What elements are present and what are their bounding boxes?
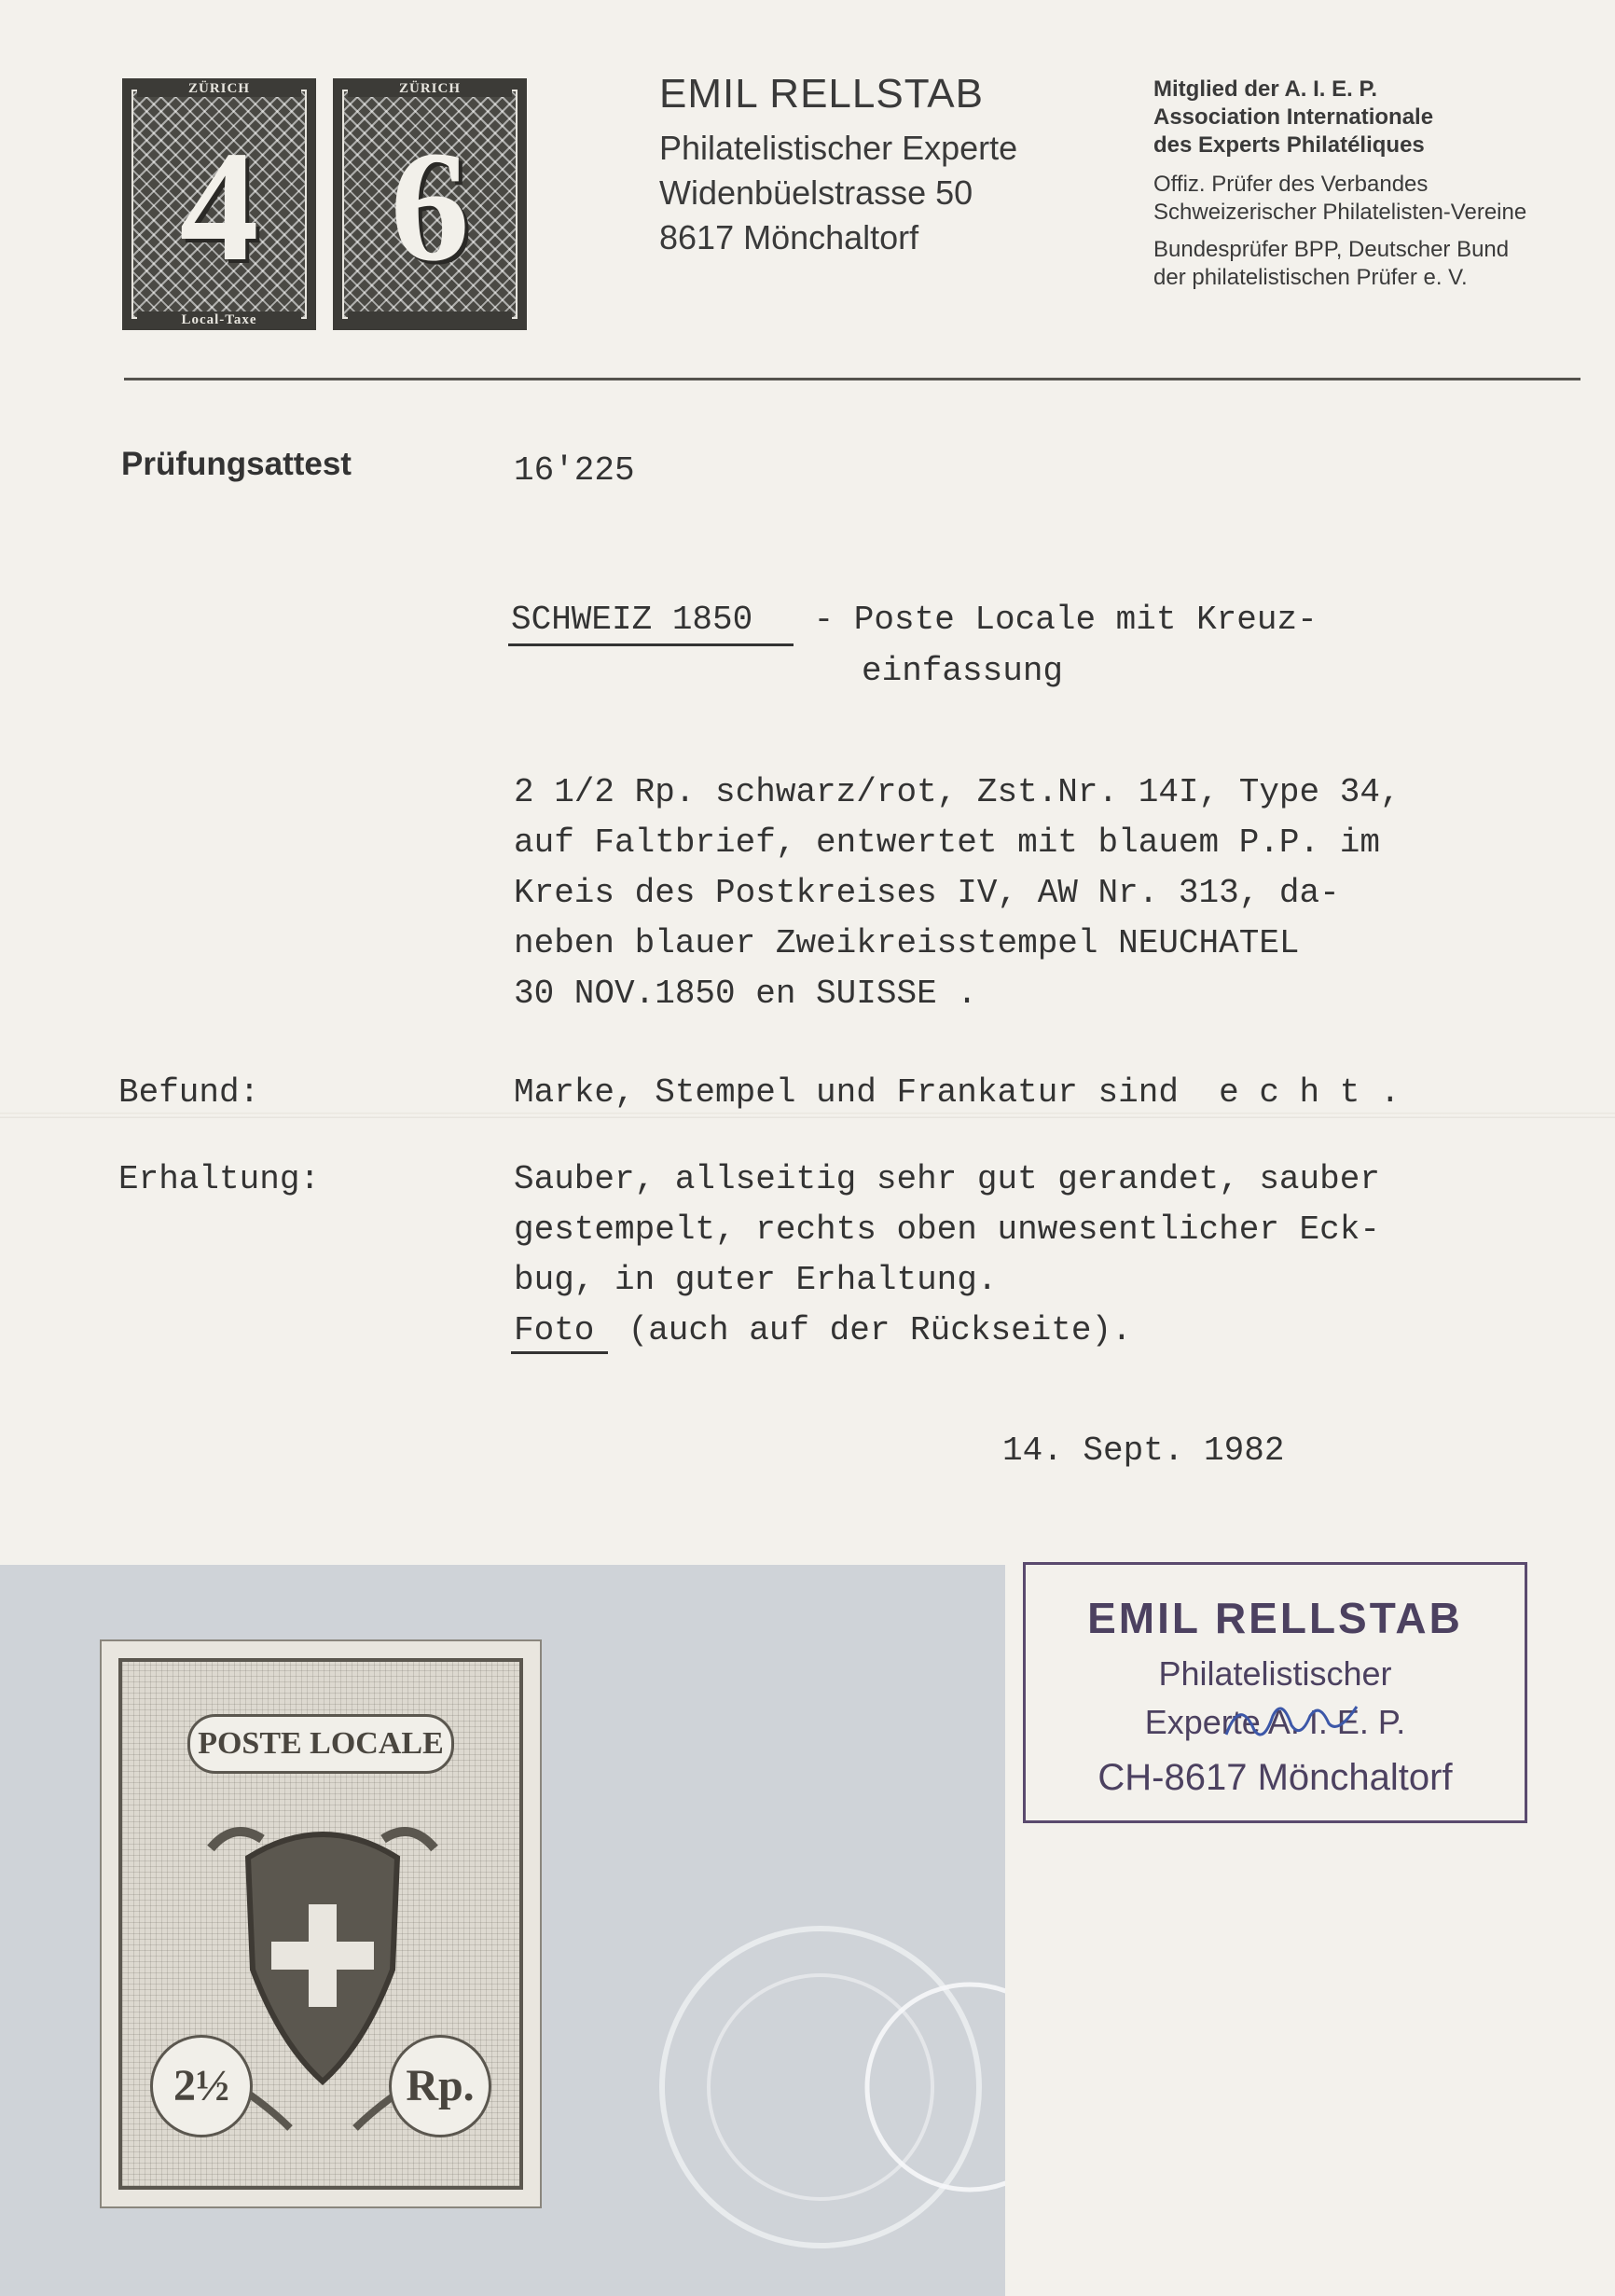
- stamp-banner: POSTE LOCALE: [187, 1714, 454, 1774]
- stamp-value-right: Rp.: [389, 2035, 491, 2137]
- logo-left-digit: 4: [179, 118, 259, 294]
- befund-label: Befund:: [118, 1073, 260, 1112]
- handstamp-title: Philatelistischer: [1158, 1654, 1392, 1693]
- certificate-number: 16'225: [514, 451, 635, 490]
- membership-line-7: der philatelistischen Prüfer e. V.: [1153, 265, 1468, 290]
- stamp-frame: [118, 1658, 523, 2190]
- expert-city: 8617 Mönchaltorf: [659, 218, 919, 256]
- logo-right-top-label: ZÜRICH: [348, 80, 512, 97]
- description-line-1: 2 1/2 Rp. schwarz/rot, Zst.Nr. 14I, Type 34,: [514, 773, 1401, 811]
- description-line-3: Kreis des Postkreises IV, AW Nr. 313, da-: [514, 874, 1340, 912]
- certificate-heading: Prüfungsattest: [121, 446, 352, 482]
- zurich-6-stamp-logo: [333, 78, 527, 330]
- subject-country: SCHWEIZ 1850: [511, 601, 753, 639]
- erhaltung-line-3: bug, in guter Erhaltung.: [514, 1261, 998, 1299]
- header-divider: [124, 378, 1580, 380]
- description-line-4: neben blauer Zweikreisstempel NEUCHATEL: [514, 924, 1300, 962]
- stamp-value-left: 2½: [150, 2035, 253, 2137]
- erhaltung-line-2: gestempelt, rechts oben unwesentlicher Eck-: [514, 1210, 1380, 1249]
- membership-line-3: des Experts Philatéliques: [1153, 132, 1425, 158]
- logo-right-bottom-label: [348, 311, 512, 328]
- expert-blind-stamp: [867, 1985, 1005, 2190]
- logo-left-bottom-label: Local-Taxe: [137, 311, 301, 328]
- foto-underline: [511, 1351, 608, 1354]
- membership-line-4: Offiz. Prüfer des Verbandes: [1153, 172, 1429, 197]
- certificate-date: 14. Sept. 1982: [1002, 1432, 1285, 1470]
- handstamp-name: EMIL RELLSTAB: [1087, 1594, 1463, 1642]
- description-line-2: auf Faltbrief, entwertet mit blauem P.P. im: [514, 823, 1380, 862]
- expert-title: Philatelistischer Experte: [659, 129, 1018, 167]
- expert-handstamp: [1023, 1562, 1527, 1823]
- handstamp-aiep: Experte A. I. E. P.: [1144, 1703, 1406, 1741]
- logo-right-digit: 6: [390, 118, 470, 294]
- subject-underline: [508, 643, 794, 646]
- befund-text: Marke, Stempel und Frankatur sind e c h t .: [514, 1073, 1401, 1112]
- zurich-4-stamp-logo: [122, 78, 316, 330]
- erhaltung-line-1: Sauber, allseitig sehr gut gerandet, sauber: [514, 1160, 1380, 1198]
- expert-name: EMIL RELLSTAB: [659, 71, 985, 117]
- paper-fold-line: [0, 1113, 1615, 1118]
- handstamp-city: CH-8617 Mönchaltorf: [1097, 1757, 1453, 1798]
- membership-line-5: Schweizerischer Philatelisten-Vereine: [1153, 200, 1527, 225]
- membership-line-6: Bundesprüfer BPP, Deutscher Bund: [1153, 237, 1510, 262]
- membership-line-2: Association Internationale: [1153, 104, 1434, 130]
- erhaltung-label: Erhaltung:: [118, 1160, 321, 1198]
- description-line-5: 30 NOV.1850 en SUISSE .: [514, 975, 977, 1013]
- poste-locale-stamp: [100, 1639, 542, 2208]
- handwritten-signature: [1217, 1688, 1366, 1753]
- logo-left-top-label: ZÜRICH: [137, 80, 301, 97]
- membership-line-1: Mitglied der A. I. E. P.: [1153, 76, 1378, 102]
- subject-title: - Poste Locale mit Kreuz-: [794, 601, 1318, 639]
- foto-note: (auch auf der Rückseite).: [608, 1311, 1132, 1349]
- expert-street: Widenbüelstrasse 50: [659, 173, 973, 212]
- foto-word: Foto: [514, 1311, 595, 1349]
- subject-continuation: einfassung: [862, 652, 1064, 690]
- neuchatel-cds-inner: [709, 1975, 932, 2199]
